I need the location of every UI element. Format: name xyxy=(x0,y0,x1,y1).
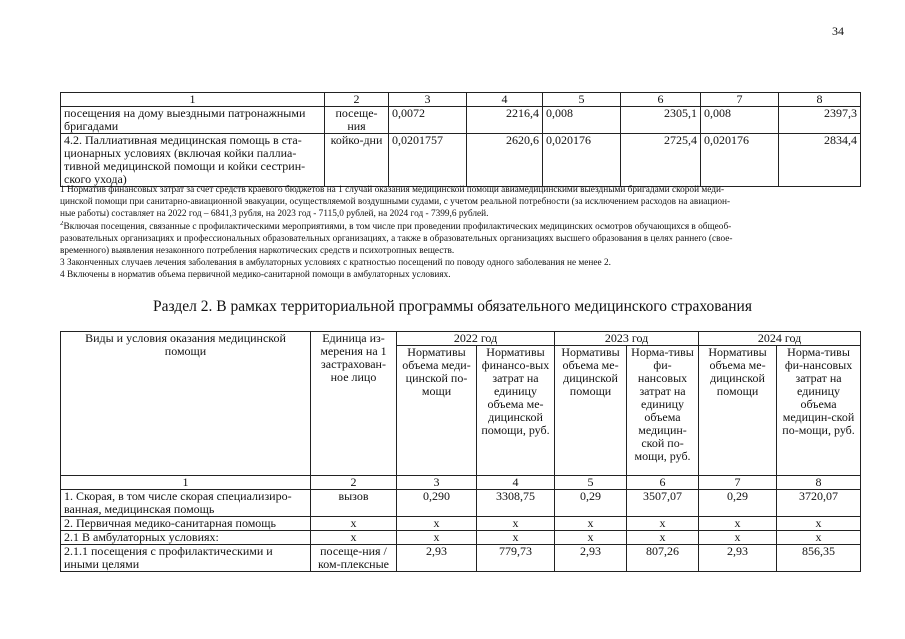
row-value: 2,93 xyxy=(699,545,777,572)
row-value: х xyxy=(627,517,699,531)
top-header-number: 5 xyxy=(543,93,621,107)
top-header-number: 6 xyxy=(621,93,701,107)
bottom-table-number-row xyxy=(61,476,861,490)
row-name: 2.1.1 посещения с профилактическими и иными целями xyxy=(61,545,311,572)
row-name: посещения на дому выездными патронажными бригадами xyxy=(61,107,325,134)
row-name: 2.1 В амбулаторных условиях: xyxy=(61,531,311,545)
row-value: х xyxy=(555,517,627,531)
bottom-header-number: 8 xyxy=(777,476,861,490)
row-name: 2. Первичная медико-санитарная помощь xyxy=(61,517,311,531)
row-name: 1. Скорая, в том числе скорая специализиро-ванная, медицинская помощь xyxy=(61,490,311,517)
top-header-number: 8 xyxy=(779,93,861,107)
page-number: 34 xyxy=(832,24,844,38)
row-value: х xyxy=(699,531,777,545)
top-table-number-row xyxy=(61,93,861,107)
row-name: 4.2. Паллиативная медицинская помощь в ста-ционарных условиях (включая койки паллиа-тивной медицинской помощи и койки сестрин-ского ухода) xyxy=(61,134,325,187)
footnote-2-line: временного) выявления незаконного потребления наркотических средств и психотропных веществ. xyxy=(60,246,455,257)
row-value: х xyxy=(477,517,555,531)
bottom-header-number: 1 xyxy=(61,476,311,490)
table-row xyxy=(61,531,861,545)
row-unit: посеще-ния xyxy=(325,107,389,134)
row-value: 3720,07 xyxy=(777,490,861,517)
bottom-header-number: 5 xyxy=(555,476,627,490)
row-value: 2620,6 xyxy=(467,134,543,187)
row-value: 856,35 xyxy=(777,545,861,572)
row-unit: х xyxy=(311,531,397,545)
row-unit: х xyxy=(311,517,397,531)
table-row xyxy=(61,517,861,531)
row-value: 3507,07 xyxy=(627,490,699,517)
row-value: 779,73 xyxy=(477,545,555,572)
footnote-1-line: цинской помощи при санитарно-авиационной эвакуации, осуществляемой воздушными судами, с учетом реальной потребности (за исключением расходов на авиацион- xyxy=(60,197,731,208)
year-header: 2022 год xyxy=(397,332,555,346)
top-table xyxy=(60,92,861,187)
sub-header: Нормативы объема ме-дицинской помощи xyxy=(699,346,777,476)
row-value: 0,020176 xyxy=(543,134,621,187)
row-value: х xyxy=(777,531,861,545)
table-row xyxy=(61,134,861,187)
row-value: 0,290 xyxy=(397,490,477,517)
bottom-table xyxy=(60,331,861,572)
year-header: 2023 год xyxy=(555,332,699,346)
row-value: 2,93 xyxy=(397,545,477,572)
row-value: 2,93 xyxy=(555,545,627,572)
sub-header: Нормативы объема ме-дицинской помощи xyxy=(555,346,627,476)
footnote-2-text: Включая посещения, связанные с профилактическими мероприятиями, в том числе при проведении профилактических медицинских осмотров обучающихся в общеоб- xyxy=(63,221,732,232)
sub-header: Норма-тивы фи-нансовых затрат на единицу объема медицин-ской по-мощи, руб. xyxy=(627,346,699,476)
footnote-3: 3 Законченных случаев лечения заболевания в амбулаторных условиях с кратностью посещений по поводу одного заболевания не менее 2. xyxy=(60,258,611,269)
footnote-4: 4 Включены в норматив объема первичной медико-санитарной помощи в амбулаторных условиях. xyxy=(60,270,451,281)
top-header-number: 1 xyxy=(61,93,325,107)
table-row xyxy=(61,490,861,517)
row-value: х xyxy=(699,517,777,531)
row-value: х xyxy=(627,531,699,545)
row-unit: посеще-ния /ком-плексные xyxy=(311,545,397,572)
section-title: Раздел 2. В рамках территориальной программы обязательного медицинского страхования xyxy=(153,298,752,315)
row-value: х xyxy=(777,517,861,531)
row-value: 0,020176 xyxy=(701,134,779,187)
row-value: 2216,4 xyxy=(467,107,543,134)
row-value: х xyxy=(397,531,477,545)
row-unit: вызов xyxy=(311,490,397,517)
bottom-header-number: 6 xyxy=(627,476,699,490)
row-value: 3308,75 xyxy=(477,490,555,517)
row-value: 2305,1 xyxy=(621,107,701,134)
footnote-1-line: ные работы) составляет на 2022 год – 6841,3 рубля, на 2023 год - 7115,0 рублей, на 2024 год - 7399,6 рублей. xyxy=(60,209,489,220)
row-value: 0,008 xyxy=(701,107,779,134)
bottom-header-number: 3 xyxy=(397,476,477,490)
sub-header: Нормативы финансо-вых затрат на единицу объема ме-дицинской помощи, руб. xyxy=(477,346,555,476)
row-value: 0,0201757 xyxy=(389,134,467,187)
row-value: 807,26 xyxy=(627,545,699,572)
row-value: 2397,3 xyxy=(779,107,861,134)
row-value: 0,29 xyxy=(555,490,627,517)
year-header-row xyxy=(61,332,861,346)
footnote-2-line xyxy=(60,221,860,233)
row-value: х xyxy=(397,517,477,531)
year-header: 2024 год xyxy=(699,332,861,346)
footnote-2-line: разовательных организациях и профессиональных образовательных организациях, а также в образовательных организациях высшего образования в целях раннего (свое- xyxy=(60,233,733,244)
table-row xyxy=(61,545,861,572)
bottom-header-number: 7 xyxy=(699,476,777,490)
bottom-header-number: 4 xyxy=(477,476,555,490)
row-value: 0,0072 xyxy=(389,107,467,134)
footnote-1-line: 1 Норматив финансовых затрат за счет средств краевого бюджетов на 1 случай оказания медицинской помощи авиамедицинскими выездными бригадами скорой меди- xyxy=(60,185,725,195)
row-value: 0,008 xyxy=(543,107,621,134)
top-header-number: 4 xyxy=(467,93,543,107)
top-header-number: 7 xyxy=(701,93,779,107)
bottom-header-number: 2 xyxy=(311,476,397,490)
row-value: х xyxy=(477,531,555,545)
row-value: х xyxy=(555,531,627,545)
row-value: 0,29 xyxy=(699,490,777,517)
table-row xyxy=(61,107,861,134)
header-kinds: Виды и условия оказания медицинской помощи xyxy=(61,332,311,476)
row-unit: койко-дни xyxy=(325,134,389,187)
header-unit: Единица из-мерения на 1 застрахован-ное лицо xyxy=(311,332,397,476)
row-value: 2834,4 xyxy=(779,134,861,187)
sub-header: Нормативы объема меди-цинской по-мощи xyxy=(397,346,477,476)
footnote-2-mark: 2 xyxy=(60,220,64,227)
footnotes xyxy=(60,184,860,282)
sub-header: Норма-тивы фи-нансовых затрат на единицу объема медицин-ской по-мощи, руб. xyxy=(777,346,861,476)
top-header-number: 3 xyxy=(389,93,467,107)
row-value: 2725,4 xyxy=(621,134,701,187)
top-header-number: 2 xyxy=(325,93,389,107)
